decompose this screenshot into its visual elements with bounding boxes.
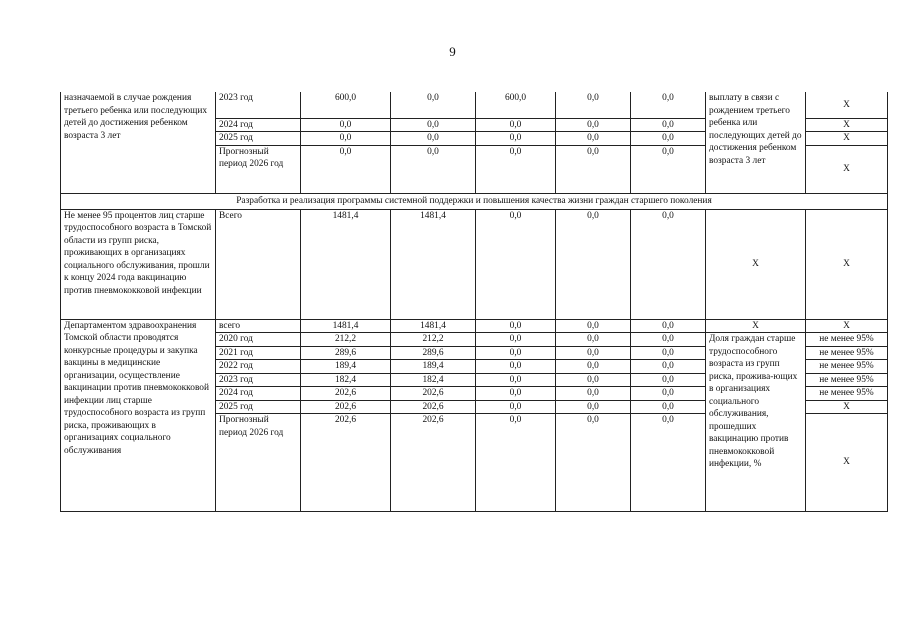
- other-cell: 0,0: [631, 118, 706, 132]
- period-cell: всего: [216, 319, 301, 333]
- local-cell: 0,0: [556, 373, 631, 387]
- row-description: назначаемой в случае рождения третьего ребенка или последующих детей до достижения ребенком возраста 3 лет: [61, 92, 216, 193]
- program-table: [60, 92, 888, 512]
- other-cell: 0,0: [631, 132, 706, 146]
- total-cell: 202,6: [301, 387, 391, 401]
- local-cell: 0,0: [556, 360, 631, 374]
- local-cell: 0,0: [556, 132, 631, 146]
- total-cell: 600,0: [301, 92, 391, 118]
- federal-cell: 0,0: [391, 92, 476, 118]
- other-cell: 0,0: [631, 346, 706, 360]
- other-cell: 0,0: [631, 319, 706, 333]
- total-cell: 1481,4: [301, 319, 391, 333]
- local-cell: 0,0: [556, 145, 631, 193]
- federal-cell: 202,6: [391, 400, 476, 414]
- other-cell: 0,0: [631, 360, 706, 374]
- target-cell: не менее 95%: [806, 360, 888, 374]
- regional-cell: 600,0: [476, 92, 556, 118]
- regional-cell: 0,0: [476, 346, 556, 360]
- total-cell: 0,0: [301, 145, 391, 193]
- indicator-cell: Х: [706, 319, 806, 333]
- federal-cell: 202,6: [391, 387, 476, 401]
- other-cell: 0,0: [631, 387, 706, 401]
- regional-cell: 0,0: [476, 400, 556, 414]
- regional-cell: 0,0: [476, 118, 556, 132]
- period-cell: Прогнозный период 2026 год: [216, 414, 301, 512]
- target-cell: Х: [806, 145, 888, 193]
- total-cell: 202,6: [301, 414, 391, 512]
- total-cell: 182,4: [301, 373, 391, 387]
- target-cell: Х: [806, 209, 888, 319]
- regional-cell: 0,0: [476, 145, 556, 193]
- page-number: 9: [449, 44, 456, 59]
- target-cell: не менее 95%: [806, 346, 888, 360]
- federal-cell: 0,0: [391, 132, 476, 146]
- local-cell: 0,0: [556, 209, 631, 319]
- local-cell: 0,0: [556, 414, 631, 512]
- local-cell: 0,0: [556, 400, 631, 414]
- other-cell: 0,0: [631, 209, 706, 319]
- table-row: [61, 319, 888, 333]
- indicator-cell: выплату в связи с рождением третьего ребенка или последующих детей до достижения ребенком возраста 3 лет: [706, 92, 806, 193]
- period-cell: 2025 год: [216, 400, 301, 414]
- other-cell: 0,0: [631, 414, 706, 512]
- other-cell: 0,0: [631, 333, 706, 347]
- federal-cell: 1481,4: [391, 209, 476, 319]
- target-cell: Х: [806, 118, 888, 132]
- period-cell: 2020 год: [216, 333, 301, 347]
- federal-cell: 1481,4: [391, 319, 476, 333]
- other-cell: 0,0: [631, 400, 706, 414]
- table-row: [61, 92, 888, 118]
- row-description: Не менее 95 процентов лиц старше трудоспособного возраста в Томской области из групп риска, проживающих в организациях социального обслуживания, прошли к концу 2024 года вакцинацию против пневмококковой инфекции: [61, 209, 216, 319]
- federal-cell: 202,6: [391, 414, 476, 512]
- local-cell: 0,0: [556, 118, 631, 132]
- federal-cell: 0,0: [391, 118, 476, 132]
- federal-cell: 0,0: [391, 145, 476, 193]
- federal-cell: 189,4: [391, 360, 476, 374]
- target-cell: не менее 95%: [806, 387, 888, 401]
- period-cell: 2023 год: [216, 92, 301, 118]
- regional-cell: 0,0: [476, 414, 556, 512]
- regional-cell: 0,0: [476, 373, 556, 387]
- other-cell: 0,0: [631, 373, 706, 387]
- period-cell: 2023 год: [216, 373, 301, 387]
- period-cell: 2025 год: [216, 132, 301, 146]
- indicator-cell: Х: [706, 209, 806, 319]
- local-cell: 0,0: [556, 92, 631, 118]
- section-title: Разработка и реализация программы системной поддержки и повышения качества жизни граждан старшего поколения: [61, 193, 888, 209]
- local-cell: 0,0: [556, 346, 631, 360]
- period-cell: 2024 год: [216, 387, 301, 401]
- total-cell: 0,0: [301, 132, 391, 146]
- local-cell: 0,0: [556, 387, 631, 401]
- target-cell: Х: [806, 400, 888, 414]
- target-cell: Х: [806, 319, 888, 333]
- local-cell: 0,0: [556, 333, 631, 347]
- other-cell: 0,0: [631, 92, 706, 118]
- period-cell: Всего: [216, 209, 301, 319]
- total-cell: 189,4: [301, 360, 391, 374]
- federal-cell: 212,2: [391, 333, 476, 347]
- regional-cell: 0,0: [476, 360, 556, 374]
- regional-cell: 0,0: [476, 319, 556, 333]
- regional-cell: 0,0: [476, 209, 556, 319]
- period-cell: 2021 год: [216, 346, 301, 360]
- target-cell: Х: [806, 92, 888, 118]
- section-row: [61, 193, 888, 209]
- total-cell: 289,6: [301, 346, 391, 360]
- table-row: [61, 209, 888, 319]
- federal-cell: 182,4: [391, 373, 476, 387]
- row-description: Департаментом здравоохранения Томской области проводятся конкурсные процедуры и закупка вакцины в медицинские организации, осуществление вакцинации против пневмококковой инфекции лиц старше трудоспособного возраста из групп риска, проживающих в организациях социального обслуживания: [61, 319, 216, 512]
- target-cell: не менее 95%: [806, 373, 888, 387]
- total-cell: 0,0: [301, 118, 391, 132]
- period-cell: 2022 год: [216, 360, 301, 374]
- target-cell: не менее 95%: [806, 333, 888, 347]
- other-cell: 0,0: [631, 145, 706, 193]
- target-cell: Х: [806, 414, 888, 512]
- local-cell: 0,0: [556, 319, 631, 333]
- total-cell: 1481,4: [301, 209, 391, 319]
- federal-cell: 289,6: [391, 346, 476, 360]
- period-cell: 2024 год: [216, 118, 301, 132]
- regional-cell: 0,0: [476, 333, 556, 347]
- target-cell: Х: [806, 132, 888, 146]
- period-cell: Прогнозный период 2026 год: [216, 145, 301, 193]
- indicator-cell: Доля граждан старше трудоспособного возраста из групп риска, прожива-ющих в организациях социального обслуживания, прошедших вакцинацию против пневмококковой инфекции, %: [706, 333, 806, 512]
- regional-cell: 0,0: [476, 132, 556, 146]
- regional-cell: 0,0: [476, 387, 556, 401]
- total-cell: 212,2: [301, 333, 391, 347]
- total-cell: 202,6: [301, 400, 391, 414]
